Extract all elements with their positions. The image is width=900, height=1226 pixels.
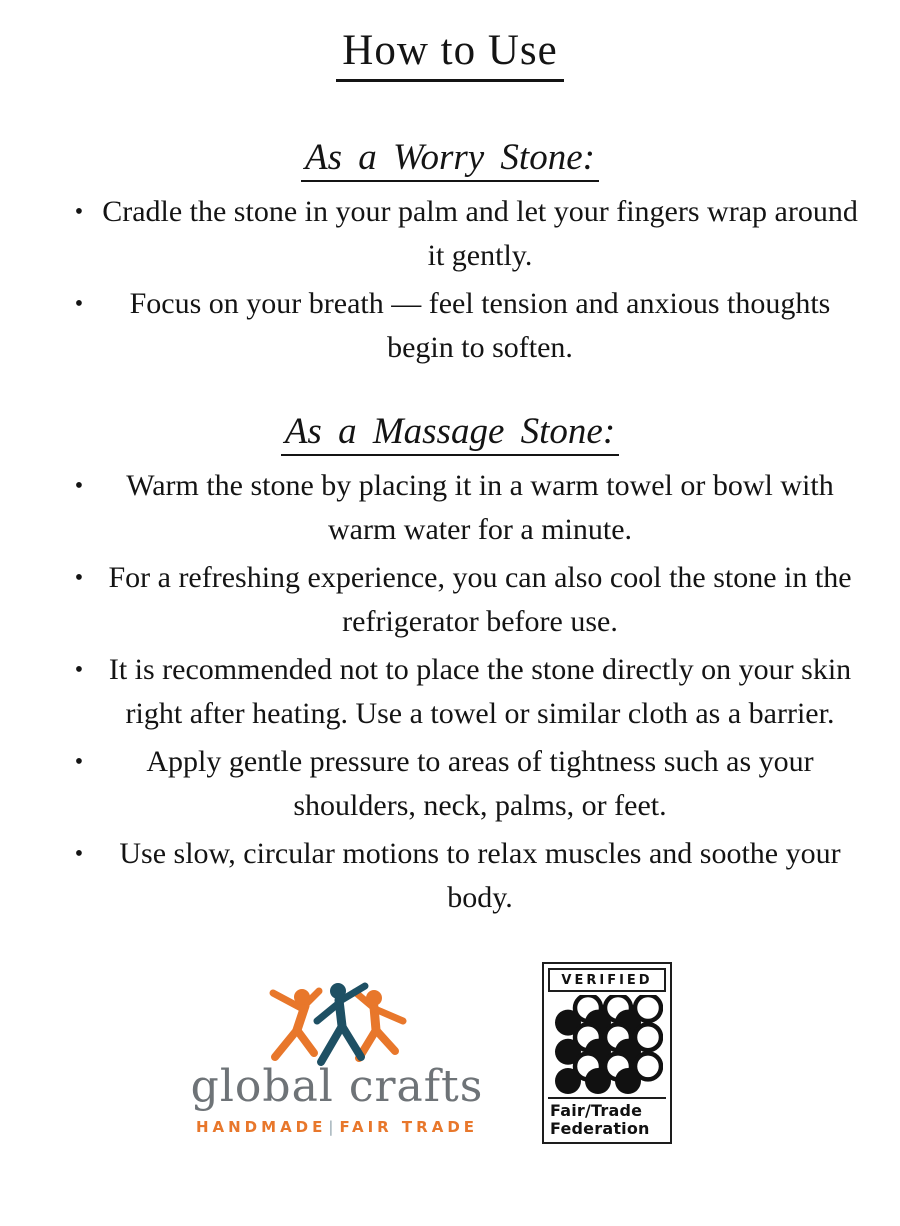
section-massage-stone <box>0 410 900 920</box>
global-crafts-wordmark: global crafts <box>190 1061 484 1112</box>
list-item-text: Focus on your breath — feel tension and anxious thoughts begin to soften. <box>129 287 831 364</box>
list-item-text: It is recommended not to place the stone directly on your skin right after heating. Use a towel or similar cloth as a barrier. <box>108 653 852 730</box>
massage-stone-heading <box>0 410 900 456</box>
page-title <box>0 26 900 82</box>
tagline-separator: | <box>328 1118 338 1137</box>
dancing-figures-icon <box>262 978 412 1070</box>
tagline-handmade: HANDMADE <box>195 1118 327 1137</box>
ftf-name-line1: Fair/Trade <box>550 1101 643 1120</box>
verified-label: VERIFIED <box>548 968 666 992</box>
list-item-text: Cradle the stone in your palm and let your fingers wrap around it gently. <box>102 195 858 272</box>
list-item-text: For a refreshing experience, you can also cool the stone in the refrigerator before use. <box>108 561 852 638</box>
bullet-dot: • <box>74 199 84 225</box>
instruction-sheet <box>0 26 900 1226</box>
page-title-text: How to Use <box>336 26 563 82</box>
list-item <box>58 464 860 552</box>
bullet-dot: • <box>74 565 84 591</box>
list-item <box>58 282 860 370</box>
bullet-dot: • <box>74 657 84 683</box>
worry-stone-heading <box>0 136 900 182</box>
list-item <box>58 740 860 828</box>
list-item-text: Apply gentle pressure to areas of tightness such as your shoulders, neck, palms, or feet. <box>146 745 814 822</box>
worry-stone-heading-text: As a Worry Stone: <box>301 136 599 182</box>
massage-stone-heading-text: As a Massage Stone: <box>281 410 619 456</box>
fair-trade-federation-badge <box>542 962 672 1144</box>
ftf-circles-icon <box>551 995 663 1095</box>
list-item <box>58 648 860 736</box>
global-crafts-logo <box>172 978 502 1136</box>
massage-stone-list <box>0 464 900 920</box>
list-item-text: Use slow, circular motions to relax muscles and soothe your body. <box>119 837 841 914</box>
bullet-dot: • <box>74 841 84 867</box>
list-item-text: Warm the stone by placing it in a warm towel or bowl with warm water for a minute. <box>126 469 834 546</box>
ftf-name-line2: Federation <box>550 1118 650 1138</box>
bullet-dot: • <box>74 291 84 317</box>
list-item <box>58 556 860 644</box>
footer-logos <box>0 962 900 1144</box>
section-worry-stone <box>0 136 900 370</box>
tagline-fair-trade: FAIR TRADE <box>339 1118 479 1137</box>
worry-stone-list <box>0 190 900 370</box>
global-crafts-tagline <box>172 1118 502 1136</box>
ftf-name <box>548 1097 666 1139</box>
list-item <box>58 190 860 278</box>
list-item <box>58 832 860 920</box>
bullet-dot: • <box>74 749 84 775</box>
page <box>0 26 900 1226</box>
bullet-dot: • <box>74 473 84 499</box>
